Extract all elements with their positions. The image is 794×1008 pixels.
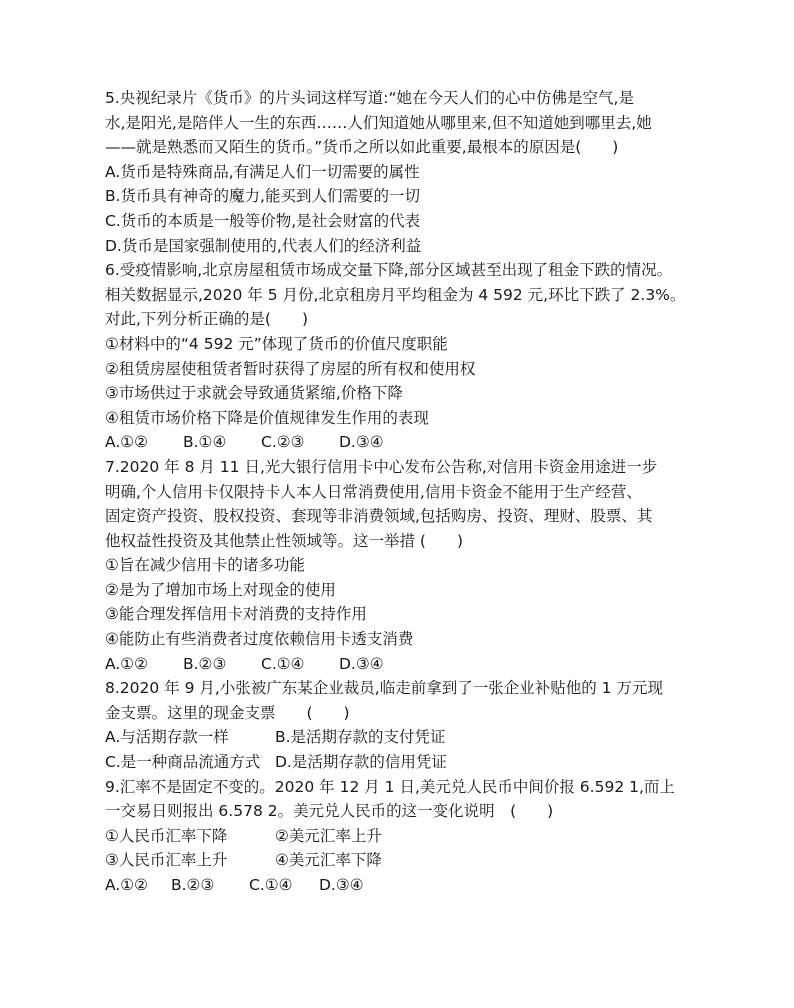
question-5-option-a: A.货币是特殊商品,有满足人们一切需要的属性: [105, 162, 420, 181]
question-7-option-a: A.①②: [105, 654, 149, 673]
question-9-item-1: ①人民币汇率下降: [105, 826, 228, 845]
question-8-options-row-2: [105, 750, 705, 775]
question-6-stem-line-2: 相关数据显示,2020 年 5 月份,北京租房月平均租金为 4 592 元,环比下跌了 2.3%。: [105, 285, 686, 304]
question-5-stem-line-2: 水,是阳光,是陪伴人一生的东西……人们知道她从哪里来,但不知道她到哪里去,她: [105, 113, 652, 132]
question-7-stem-line-2: 明确,个人信用卡仅限持卡人本人日常消费使用,信用卡资金不能用于生产经营、: [105, 482, 642, 501]
question-8-stem-line-1: 8.2020 年 9 月,小张被广东某企业裁员,临走前拿到了一张企业补贴他的 1 万元现: [105, 679, 663, 698]
question-9-item-2: ②美元汇率上升: [275, 826, 382, 845]
question-9-option-c: C.①④: [249, 876, 293, 894]
question-8-stem-line-2: 金支票。这里的现金支票 ( ): [105, 703, 350, 722]
question-8: [105, 676, 705, 774]
question-6-item-4: ④租赁市场价格下降是价值规律发生作用的表现: [105, 408, 429, 427]
question-7: [105, 455, 705, 676]
question-5-option-d: D.货币是国家强制使用的,代表人们的经济利益: [105, 236, 422, 255]
question-9-options: [105, 873, 705, 898]
question-7-stem-line-4: 他权益性投资及其他禁止性领域等。这一举措 ( ): [105, 531, 464, 550]
question-8-option-a: A.与活期存款一样: [105, 728, 229, 747]
question-6: [105, 258, 705, 455]
question-9-items-row-1: [105, 824, 705, 849]
question-7-options: [105, 652, 705, 677]
question-7-option-d: D.③④: [339, 654, 384, 673]
question-7-option-c: C.①④: [261, 654, 305, 673]
question-8-option-c: C.是一种商品流通方式: [105, 753, 261, 772]
question-7-item-1: ①旨在减少信用卡的诸多功能: [105, 556, 305, 575]
question-9: [105, 775, 705, 898]
question-9-item-4: ④美元汇率下降: [275, 851, 382, 870]
question-7-item-2: ②是为了增加市场上对现金的使用: [105, 580, 336, 599]
question-9-option-a: A.①②: [105, 876, 149, 894]
question-6-option-a: A.①②: [105, 433, 149, 452]
question-8-option-d: D.是活期存款的信用凭证: [275, 753, 447, 772]
question-7-item-4: ④能防止有些消费者过度依赖信用卡透支消费: [105, 630, 414, 649]
question-9-stem-line-1: 9.汇率不是固定不变的。2020 年 12 月 1 日,美元兑人民币中间价报 6.592 1,而上: [105, 777, 675, 796]
question-5-stem-line-3: ——就是熟悉而又陌生的货币。”货币之所以如此重要,最根本的原因是( ): [105, 138, 619, 157]
question-9-item-3: ③人民币汇率上升: [105, 851, 228, 870]
question-5: [105, 86, 705, 258]
question-8-option-b: B.是活期存款的支付凭证: [275, 728, 446, 747]
question-5-stem-line-1: 5.央视纪录片《货币》的片头词这样写道:“她在今天人们的心中仿佛是空气,是: [105, 89, 634, 107]
question-8-options-row-1: [105, 725, 705, 750]
question-6-item-1: ①材料中的“4 592 元”体现了货币的价值尺度职能: [105, 334, 448, 353]
question-7-stem-line-1: 7.2020 年 8 月 11 日,光大银行信用卡中心发布公告称,对信用卡资金用途进一步: [105, 457, 658, 476]
question-5-option-c: C.货币的本质是一般等价物,是社会财富的代表: [105, 211, 421, 230]
question-6-stem-line-1: 6.受疫情影响,北京房屋租赁市场成交量下降,部分区域甚至出现了租金下跌的情况。: [105, 261, 673, 280]
question-6-option-c: C.②③: [261, 433, 305, 452]
question-9-option-b: B.②③: [171, 876, 215, 894]
question-9-items-row-2: [105, 848, 705, 873]
question-6-option-d: D.③④: [339, 433, 384, 452]
question-7-option-b: B.②③: [183, 654, 227, 673]
question-7-item-3: ③能合理发挥信用卡对消费的支持作用: [105, 605, 367, 624]
question-9-option-d: D.③④: [319, 876, 364, 894]
question-7-stem-line-3: 固定资产投资、股权投资、套现等非消费领域,包括购房、投资、理财、股票、其: [105, 507, 653, 526]
question-6-stem-line-3: 对此,下列分析正确的是( ): [105, 310, 309, 329]
question-5-option-b: B.货币具有神奇的魔力,能买到人们需要的一切: [105, 187, 420, 206]
question-9-stem-line-2: 一交易日则报出 6.578 2。美元兑人民币的这一变化说明 ( ): [105, 802, 554, 821]
question-page: [105, 86, 705, 898]
question-6-item-2: ②租赁房屋使租赁者暂时获得了房屋的所有权和使用权: [105, 359, 476, 378]
question-6-item-3: ③市场供过于求就会导致通货紧缩,价格下降: [105, 384, 403, 403]
question-6-option-b: B.①④: [183, 433, 227, 452]
question-6-options: [105, 430, 705, 455]
